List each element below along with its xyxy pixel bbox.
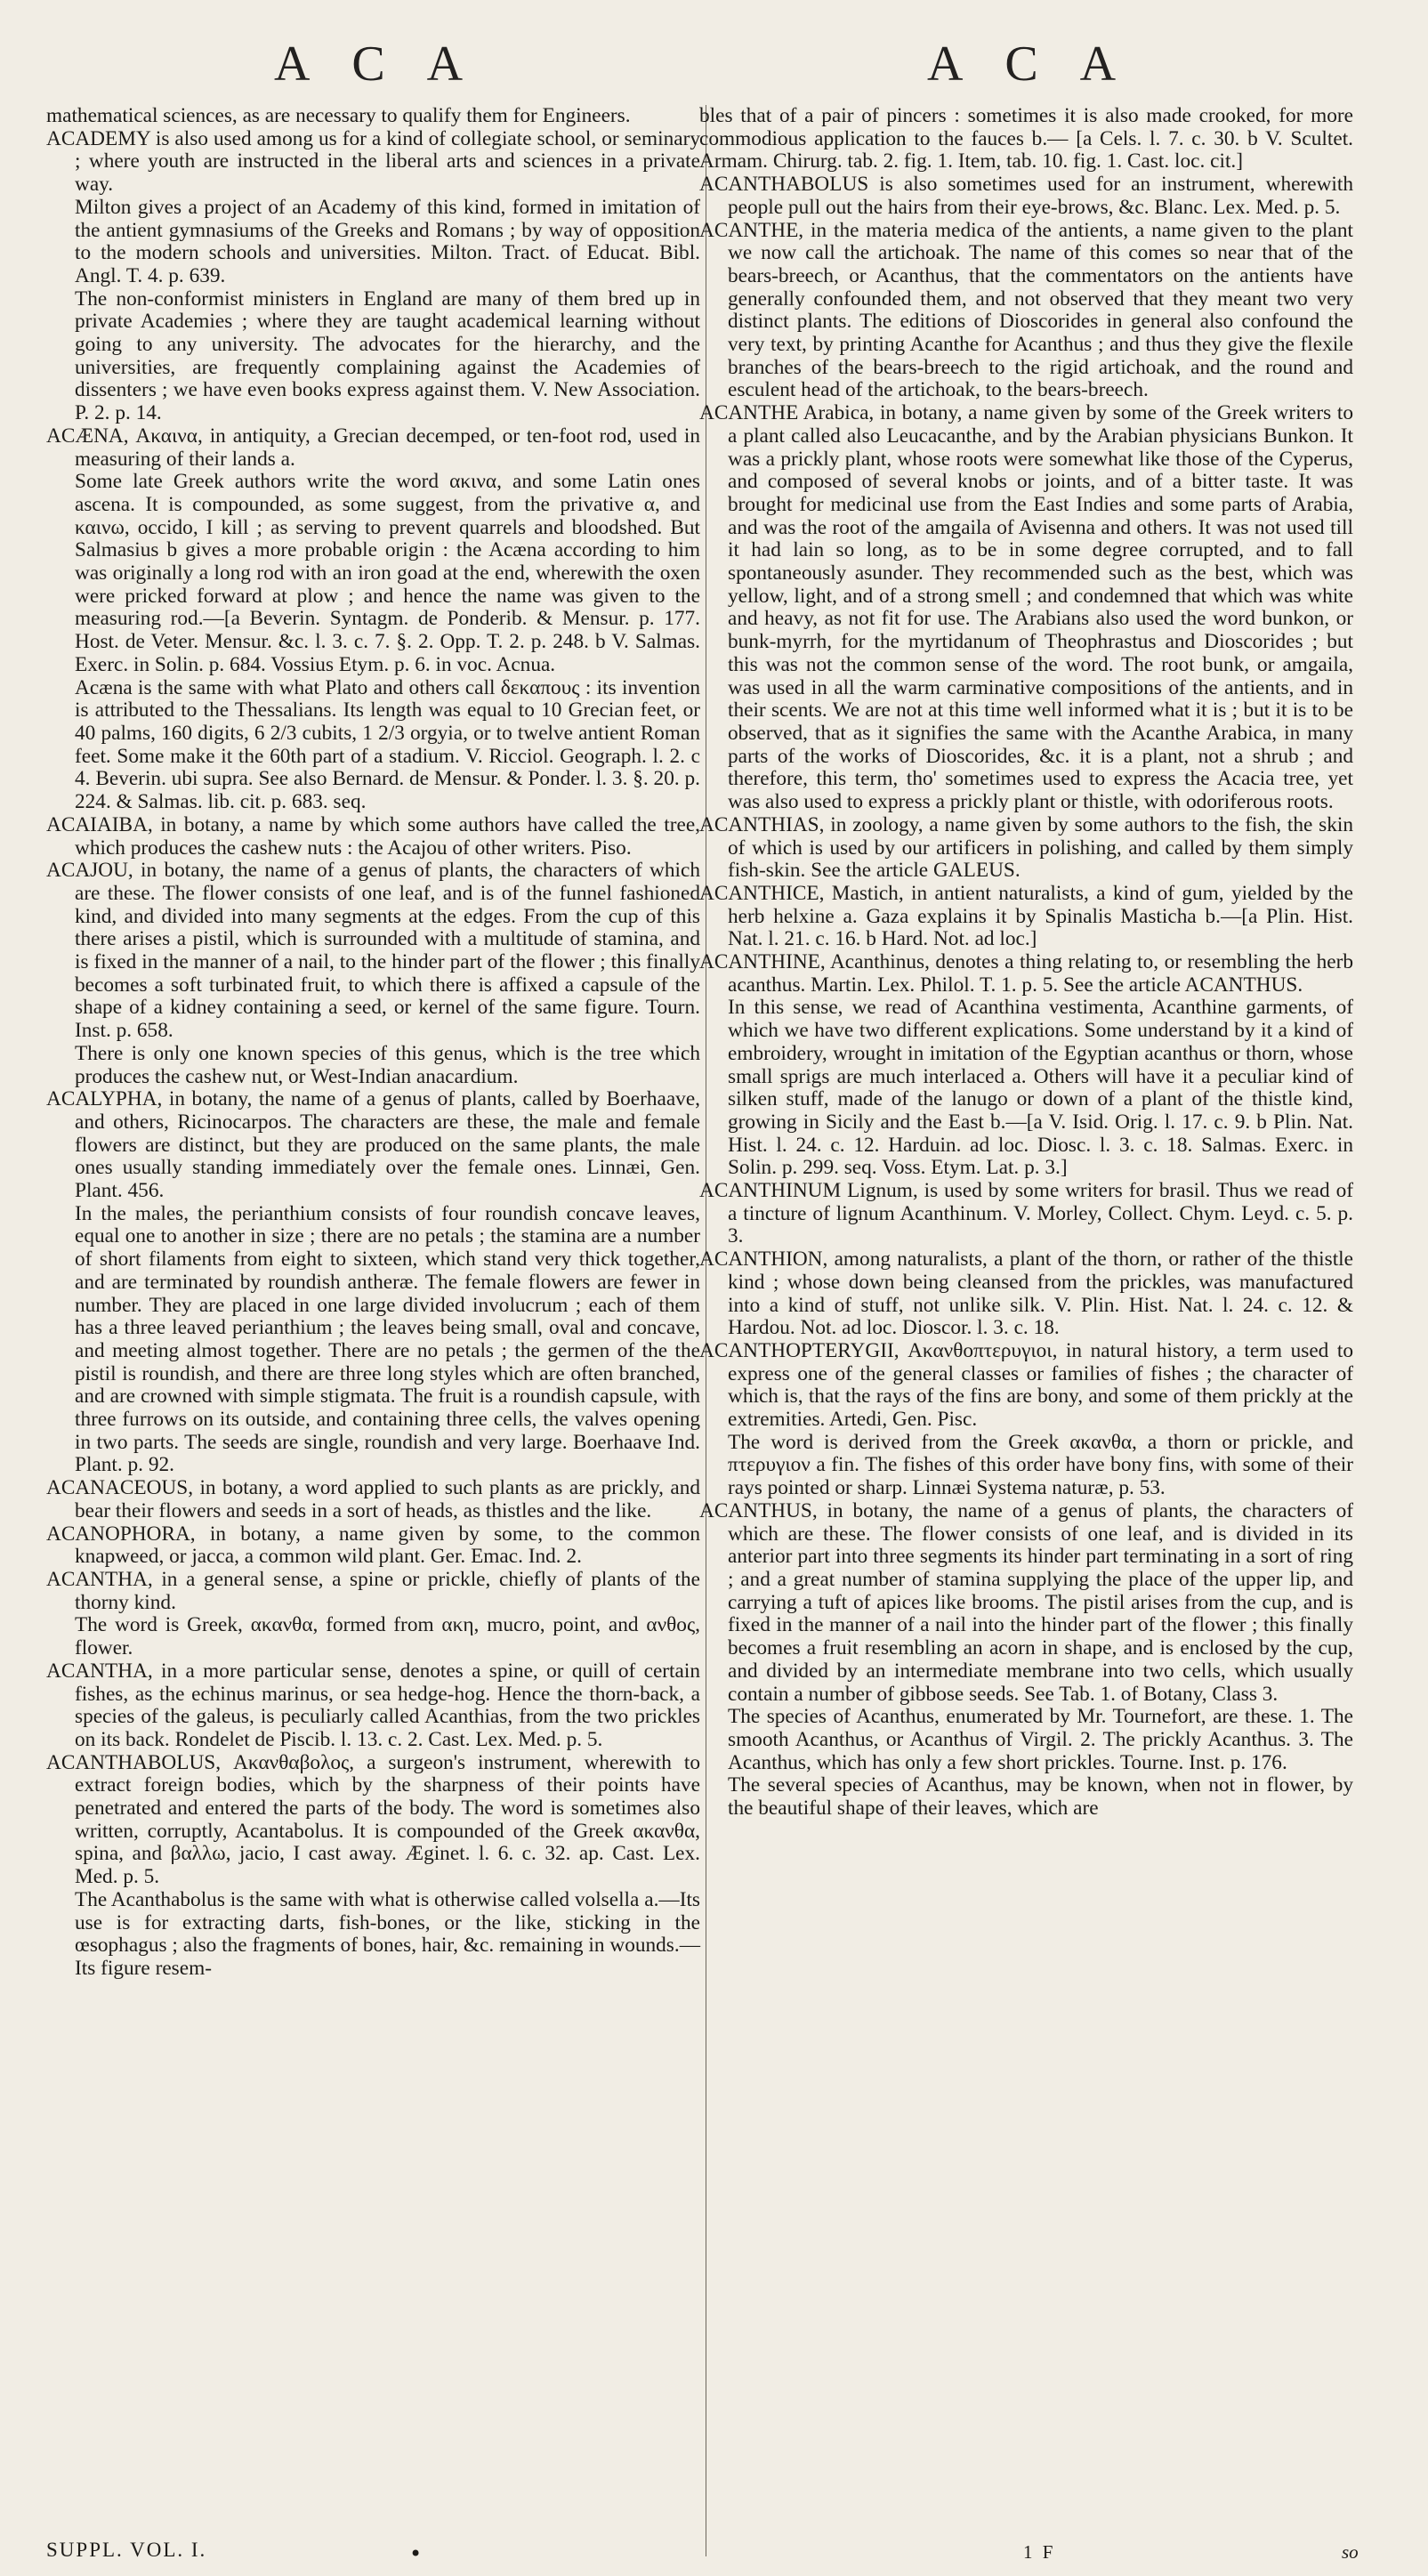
dictionary-entry: ACANTHOPTERYGII, Ακανθοπτερυγιοι, in natural history, a term used to express one of the general classes or families of fishes ; the character of which is, that the rays of the fins are bony, and some of them prickly at the extremities. Artedi, Gen. Pisc. [699, 1338, 1353, 1432]
dictionary-entry: ACANOPHORA, in botany, a name given by some, to the common knapweed, or jacca, a common wild plant. Ger. Emac. Ind. 2. [46, 1522, 700, 1569]
dictionary-entry: ACANTHIAS, in zoology, a name given by some authors to the fish, the skin of which is used by our artificers in polishing, and called by them simply fish-skin. See the article GALEUS. [699, 812, 1353, 883]
dictionary-entry: ACANTHABOLUS, Ακανθαβολος, a surgeon's instrument, wherewith to extract foreign bodies, which by the sharpness of their points have penetrated and entered the parts of the body. The word is sometimes also written, corruptly, Acantabolus. It is compounded of the Greek ακανθα, spina, and βαλλω, jacio, I cast away. Æginet. l. 6. c. 32. ap. Cast. Lex. Med. p. 5. [46, 1750, 700, 1889]
dictionary-entry: ACANTHA, in a general sense, a spine or prickle, chiefly of plants of the thorny kind. [46, 1568, 700, 1614]
running-header [0, 20, 1428, 100]
dictionary-entry: ACADEMY is also used among us for a kind of collegiate school, or seminary ; where youth are instructed in the liberal arts and sciences in a private way. [46, 126, 700, 197]
entry-paragraph: The non-conformist ministers in England are many of them bred up in private Academies ; where they are taught academical learning without going to any university. The advocates for the hierarchy, and the universities, are frequently complaining against the Academies of dissenters ; we have even books express against them. V. New Association. P. 2. p. 14. [75, 287, 700, 425]
left-column [46, 105, 700, 1981]
right-column [699, 105, 1353, 1821]
entry-paragraph: Acæna is the same with what Plato and others call δεκαπους : its invention is attributed to the Thessalians. Its length was equal to 10 Grecian feet, or 40 palms, 160 digits, 6 2/3 cubits, 1 2/3 orgyia, or to twelve antient Roman feet. Some make it the 60th part of a stadium. V. Ricciol. Geograph. l. 2. c 4. Beverin. ubi supra. See also Bernard. de Mensur. & Ponder. l. 3. §. 20. p. 224. & Salmas. lib. cit. p. 683. seq. [75, 675, 700, 814]
dictionary-entry: ACALYPHA, in botany, the name of a genus of plants, called by Boerhaave, and others, Ricinocarpos. The characters are these, the male and female flowers are distinct, but they are produced on the same plants, the male ones usually standing immediately over the female ones. Linnæi, Gen. Plant. 456. [46, 1087, 700, 1203]
entry-paragraph: Some late Greek authors write the word ακινα, and some Latin ones ascena. It is compounded, as some suggest, from the privative α, and καινω, occido, I kill ; as serving to prevent quarrels and bloodshed. But Salmasius b gives a more probable origin : the Acæna according to him was originally a long rod with an iron goad at the end, wherewith the oxen were pricked forward at plow ; and hence the name was given to the measuring rod.—[a Beverin. Syntagm. de Ponderib. & Mensur. p. 177. Host. de Veter. Mensur. &c. l. 3. c. 7. §. 2. Opp. T. 2. p. 248. b V. Salmas. Exerc. in Solin. p. 684. Vossius Etym. p. 6. in voc. Acnua. [75, 470, 700, 676]
dictionary-entry: ACANTHINUM Lignum, is used by some writers for brasil. Thus we read of a tincture of lignum Acanthinum. V. Morley, Collect. Chym. Leyd. c. 5. p. 3. [699, 1179, 1353, 1248]
dictionary-entry: ACANTHUS, in botany, the name of a genus of plants, the characters of which are these. The flower consists of one leaf, and is divided in its anterior part into three segments its hinder part terminating in a sort of ring ; and a great number of stamina supplying the place of the upper lip, and carrying a tuft of apices like brooms. The pistil arises from the cup, and is fixed in the manner of a nail into the hinder part of the flower ; this finally becomes a fruit resembling an acorn in shape, and is enclosed by the cup, and divided by an intermediate membrane into two cells, which usually contain a number of gibbose seeds. See Tab. 1. of Botany, Class 3. [699, 1498, 1353, 1706]
entry-paragraph: mathematical sciences, as are necessary to qualify them for Engineers. [46, 104, 631, 127]
dictionary-entry: ACANTHION, among naturalists, a plant of the thorn, or rather of the thistle kind ; whose down being cleansed from the prickles, was manufactured into a kind of stuff, not unlike silk. V. Plin. Hist. Nat. l. 24. c. 12. & Hardou. Not. ad loc. Dioscor. l. 3. c. 18. [699, 1248, 1353, 1340]
entry-paragraph: The Acanthabolus is the same with what is otherwise called volsella a.—Its use is for extracting darts, fish-bones, or the like, sticking in the œsophagus ; also the fragments of bones, hair, &c. remaining in wounds.—Its figure resem- [75, 1887, 700, 1980]
dictionary-entry: ACANTHINE, Acanthinus, denotes a thing relating to, or resembling the herb acanthus. Martin. Lex. Philol. T. 1. p. 5. See the article ACANTHUS. [699, 950, 1353, 997]
dictionary-entry: ACANTHE, in the materia medica of the antients, a name given to the plant we now call the artichoak. The name of this comes so near that of the bears-breech, or Acanthus, that the commentators on the antients have generally confounded them, and not observed that they meant two very distinct plants. The editions of Dioscorides in general also confound the very text, by printing Acanthe for Acanthus ; and thus they give the flexile branches of the bears-breech to the rigid artichoak, and the round and esculent head of the artichoak, to the bears-breech. [699, 218, 1353, 402]
dictionary-entry: ACANTHABOLUS is also sometimes used for an instrument, wherewith people pull out the hairs from their eye-brows, &c. Blanc. Lex. Med. p. 5. [699, 173, 1353, 219]
catchword: so [1342, 2541, 1359, 2563]
dictionary-entry: ACAIAIBA, in botany, a name by which some authors have called the tree, which produces the cashew nuts : the Acajou of other writers. Piso. [46, 812, 700, 860]
running-head-left: A C A [274, 36, 480, 92]
dictionary-entry: ACANTHICE, Mastich, in antient naturalists, a kind of gum, yielded by the herb helxine a. Gaza explains it by Spinalis Masticha b.—[a Plin. Hist. Nat. l. 21. c. 16. b Hard. Not. ad loc.] [699, 881, 1353, 951]
volume-footer: SUPPL. VOL. I. [46, 2539, 207, 2561]
entry-paragraph: The word is derived from the Greek ακανθα, a thorn or prickle, and πτερυγιον a fin. The fishes of this order have bony fins, with some of their rays pointed or sharp. Linnæi Systema naturæ, p. 53. [728, 1430, 1353, 1500]
footer-mark: • [409, 2541, 423, 2566]
entry-paragraph: The several species of Acanthus, may be known, when not in flower, by the beautiful shape of their leaves, which are [728, 1773, 1353, 1821]
entry-paragraph: There is only one known species of this genus, which is the tree which produces the cashew nut, or West-Indian anacardium. [75, 1041, 700, 1088]
dictionary-entry: ACAJOU, in botany, the name of a genus of plants, the characters of which are these. The flower consists of one leaf, and is of the funnel fashioned kind, and divided into many segments at the edges. From the cup of this there arises a pistil, which is surrounded with a multitude of stamina, and is fixed in the manner of a nail, to the hinder part of the flower ; this finally becomes a soft turbinated fruit, to which there is affixed a capsule of the shape of a kidney containing a seed, or kernel of the same figure. Tourn. Inst. p. 658. [46, 859, 700, 1043]
running-head-right: A C A [927, 36, 1133, 92]
entry-paragraph: In the males, the perianthium consists of four roundish concave leaves, equal one to another in size ; there are no petals ; the stamina are a number of short filaments from eight to sixteen, which stand very thick together, and are terminated by roundish antheræ. The female flowers are fewer in number. They are placed in one large divided involucrum ; each of them has a three leaved perianthium ; the leaves being small, oval and concave, and meeting almost together. There are no petals ; the germen of the the pistil is roundish, and there are three long styles which are often branched, and are crowned with simple stigmata. The fruit is a roundish capsule, with three furrows on its outside, and containing three cells, the valves opening in two parts. The seeds are single, roundish and very large. Boerhaave Ind. Plant. p. 92. [75, 1201, 700, 1477]
entry-paragraph: Milton gives a project of an Academy of this kind, formed in imitation of the antient gymnasiums of the Greeks and Romans ; by way of opposition to the modern schools and universities. Milton. Tract. of Educat. Bibl. Angl. T. 4. p. 639. [75, 195, 700, 287]
dictionary-entry: ACANACEOUS, in botany, a word applied to such plants as are prickly, and bear their flowers and seeds in a sort of heads, as thistles and the like. [46, 1476, 700, 1522]
entry-paragraph: The word is Greek, ακανθα, formed from ακη, mucro, point, and ανθος, flower. [75, 1613, 700, 1660]
entry-paragraph: In this sense, we read of Acanthina vestimenta, Acanthine garments, of which we have two different explications. Some understand by it a kind of embroidery, wrought in imitation of the Egyptian acanthus or thorn, whose small sprigs are much interlaced a. Others will have it a peculiar kind of silken stuff, made of the lanugo or down of a plant of the thistle kind, growing in Sicily and the East b.—[a V. Isid. Orig. l. 17. c. 9. b Plin. Nat. Hist. l. 24. c. 12. Harduin. ad loc. Diosc. l. 3. c. 18. Salmas. Exerc. in Solin. p. 299. seq. Voss. Etym. Lat. p. 3.] [728, 996, 1353, 1180]
entry-paragraph: The species of Acanthus, enumerated by Mr. Tournefort, are these. 1. The smooth Acanthus, or Acanthus of Virgil. 2. The prickly Acanthus. 3. The Acanthus, which has only a few short prickles. Tourne. Inst. p. 176. [728, 1705, 1353, 1774]
dictionary-entry: ACANTHE Arabica, in botany, a name given by some of the Greek writers to a plant called also Leucacanthe, and by the Arabian physicians Bunkon. It was a prickly plant, whose roots were somewhat like those of the Cyperus, and composed of several knobs or joints, and of a bitter taste. It was brought for medicinal use from the East Indies and some parts of Arabia, and was the root of the amgaila of Avisenna and others. It was not used till it had lain so long, as to be in some degree corrupted, and to fall spontaneously asunder. They recommended such as the best, which was yellow, light, and of a strong smell ; and condemned that which was white and heavy, as not fit for use. The Arabians also used the word bunkon, or bunk-myrrh, for the myrtidanum of Theophrastus and Dioscorides ; but this was not the common sense of the word. The root bunk, or amgaila, was used in all the warm carminative compositions of the antients, and in their scents. We are not at this time well informed what it is ; but it is to be observed, that as it signifies the same with the Acanthe Arabica, in many parts of the works of Dioscorides, &c. it is a plant, not a shrub ; and therefore, this term, tho' sometimes used to express the Acacia tree, yet was also used to express a prickly plant or thistle, with odoriferous roots. [699, 401, 1353, 814]
entry-paragraph: bles that of a pair of pincers : sometimes it is also made crooked, for more commodious application to the fauces b.— [a Cels. l. 7. c. 30. b V. Scultet. Armam. Chirurg. tab. 2. fig. 1. Item, tab. 10. fig. 1. Cast. loc. cit.] [699, 104, 1353, 174]
signature-mark: 1 F [1023, 2541, 1056, 2563]
dictionary-entry: ACANTHA, in a more particular sense, denotes a spine, or quill of certain fishes, as the echinus marinus, or sea hedge-hog. Hence the thorn-back, a species of the galeus, is peculiarly called Acanthias, from the two prickles on its back. Rondelet de Piscib. l. 13. c. 2. Cast. Lex. Med. p. 5. [46, 1659, 700, 1751]
dictionary-entry: ACÆNA, Ακαινα, in antiquity, a Grecian decemped, or ten-foot rod, used in measuring of their lands a. [46, 424, 700, 471]
